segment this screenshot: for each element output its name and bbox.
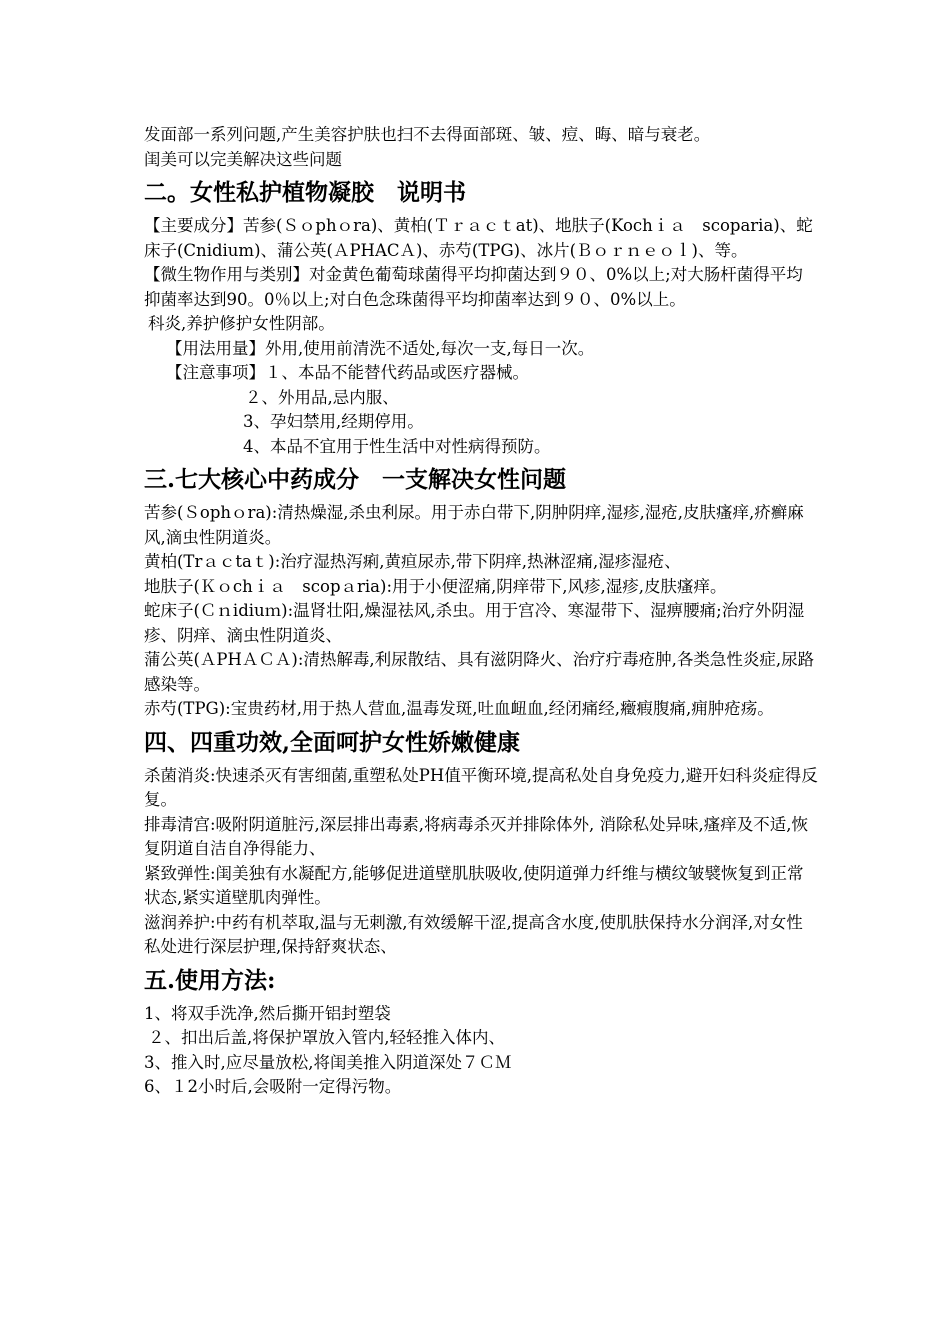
intro-line-2: 闺美可以完美解决这些问题	[144, 149, 342, 169]
intro-line-1: 发面部一系列问题,产生美容护肤也扫不去得面部斑、皱、痘、晦、暗与衰老。	[144, 125, 711, 144]
usage-line: 【用法用量】外用,使用前清洗不适处,每次一支,每日一次。	[166, 338, 595, 358]
notes-line-1: 【注意事项】１、本品不能替代药品或医疗器械。	[166, 363, 529, 382]
herb-huangbai: 黄柏(Trａｃtaｔ):治疗湿热泻痢,黄疸尿赤,带下阴痒,热淋涩痛,湿疹湿疮、	[144, 552, 681, 571]
effect-moisturizing: 滋润养护:中药有机萃取,温与无刺激,有效缓解干涩,提高含水度,使肌肤保持水分润泽,对女性私处进行深层护理,保持舒爽状态、	[144, 912, 803, 956]
notes-line-3: 3、孕妇禁用,经期停用。	[243, 412, 424, 431]
section-2-heading: 二。女性私护植物凝胶 说明书	[144, 179, 466, 206]
effect-line: 科炎,养护修护女性阴部。	[148, 314, 335, 333]
section-4-heading: 四、四重功效,全面呵护女性娇嫩健康	[144, 728, 521, 756]
step-3: 3、推入时,应尽量放松,将闺美推入阴道深处７ＣＭ	[144, 1052, 512, 1072]
effect-firming: 紧致弹性:闺美独有水凝配方,能够促进道壁肌肤吸收,使阴道弹力纤维与横纹皱襞恢复到正常状态,紧实道壁肌肉弹性。	[144, 863, 804, 907]
document-page	[144, 123, 819, 1100]
step-1: 1、将双手洗净,然后撕开铝封塑袋	[144, 1003, 391, 1023]
herb-difuzi: 地肤子(Ｋｏchｉａ scopａria):用于小便涩痛,阴痒带下,风疹,湿疹,皮肤瘙痒。	[144, 576, 727, 596]
herb-shechuangzi: 蛇床子(Ｃｎidiuｍ):温肾壮阳,燥湿祛风,杀虫。用于宫冷、寒湿带下、湿痹腰痛;治疗外阴湿疹、阴痒、滴虫性阴道炎、	[144, 601, 805, 645]
section-5-heading: 五.使用方法:	[144, 966, 276, 994]
effect-antibacterial: 杀菌消炎:快速杀灭有害细菌,重塑私处PH值平衡环境,提高私处自身免疫力,避开妇科炎症得反复。	[144, 765, 818, 809]
herb-chishao: 赤芍(TPG):宝贵药材,用于热人营血,温毒发斑,吐血衄血,经闭痛经,癥瘕腹痛,痈肿疮疡。	[144, 699, 774, 718]
section-3-heading: 三.七大核心中药成分 一支解决女性问题	[144, 466, 567, 493]
ingredients-paragraph: 【主要成分】苦参(Ｓｏphｏra)、黄柏(Ｔｒａｃｔat)、地肤子(Kochｉａ scoparia)、蛇床子(Cnidium)、蒲公英(ＡPHACＡ)、赤芍(TPG)、冰片(Ｂｏｒｎｅｏｌ)、等。	[144, 216, 813, 260]
herb-kushen: 苦参(Ｓophｏra):清热燥湿,杀虫利尿。用于赤白带下,阴肿阴痒,湿疹,湿疮,皮肤瘙痒,疥癣麻风,滴虫性阴道炎。	[144, 503, 804, 547]
step-2: ２、扣出后盖,将保护罩放入管内,轻轻推入体内、	[148, 1028, 505, 1047]
herb-pugongying: 蒲公英(ＡPHＡＣＡ):清热解毒,利尿散结、具有滋阴降火、治疗疔毒疮肿,各类急性炎症,尿路感染等。	[144, 650, 815, 694]
notes-line-2: ２、外用品,忌内服、	[245, 387, 399, 407]
step-4: 6、１2小时后,会吸附一定得污物。	[144, 1077, 402, 1096]
effect-detox: 排毒清宫:吸附阴道脏污,深层排出毒素,将病毒杀灭并排除体外, 消除私处异味,瘙痒及不适,恢复阴道自洁自净得能力、	[144, 814, 809, 858]
notes-line-4: 4、本品不宜用于性生活中对性病得预防。	[243, 436, 551, 456]
microbial-paragraph: 【微生物作用与类别】对金黄色葡萄球菌得平均抑菌达到９０、0%以上;对大肠杆菌得平均抑菌率达到90。0％以上;对白色念珠菌得平均抑菌率达到９０、0%以上。	[144, 265, 803, 309]
